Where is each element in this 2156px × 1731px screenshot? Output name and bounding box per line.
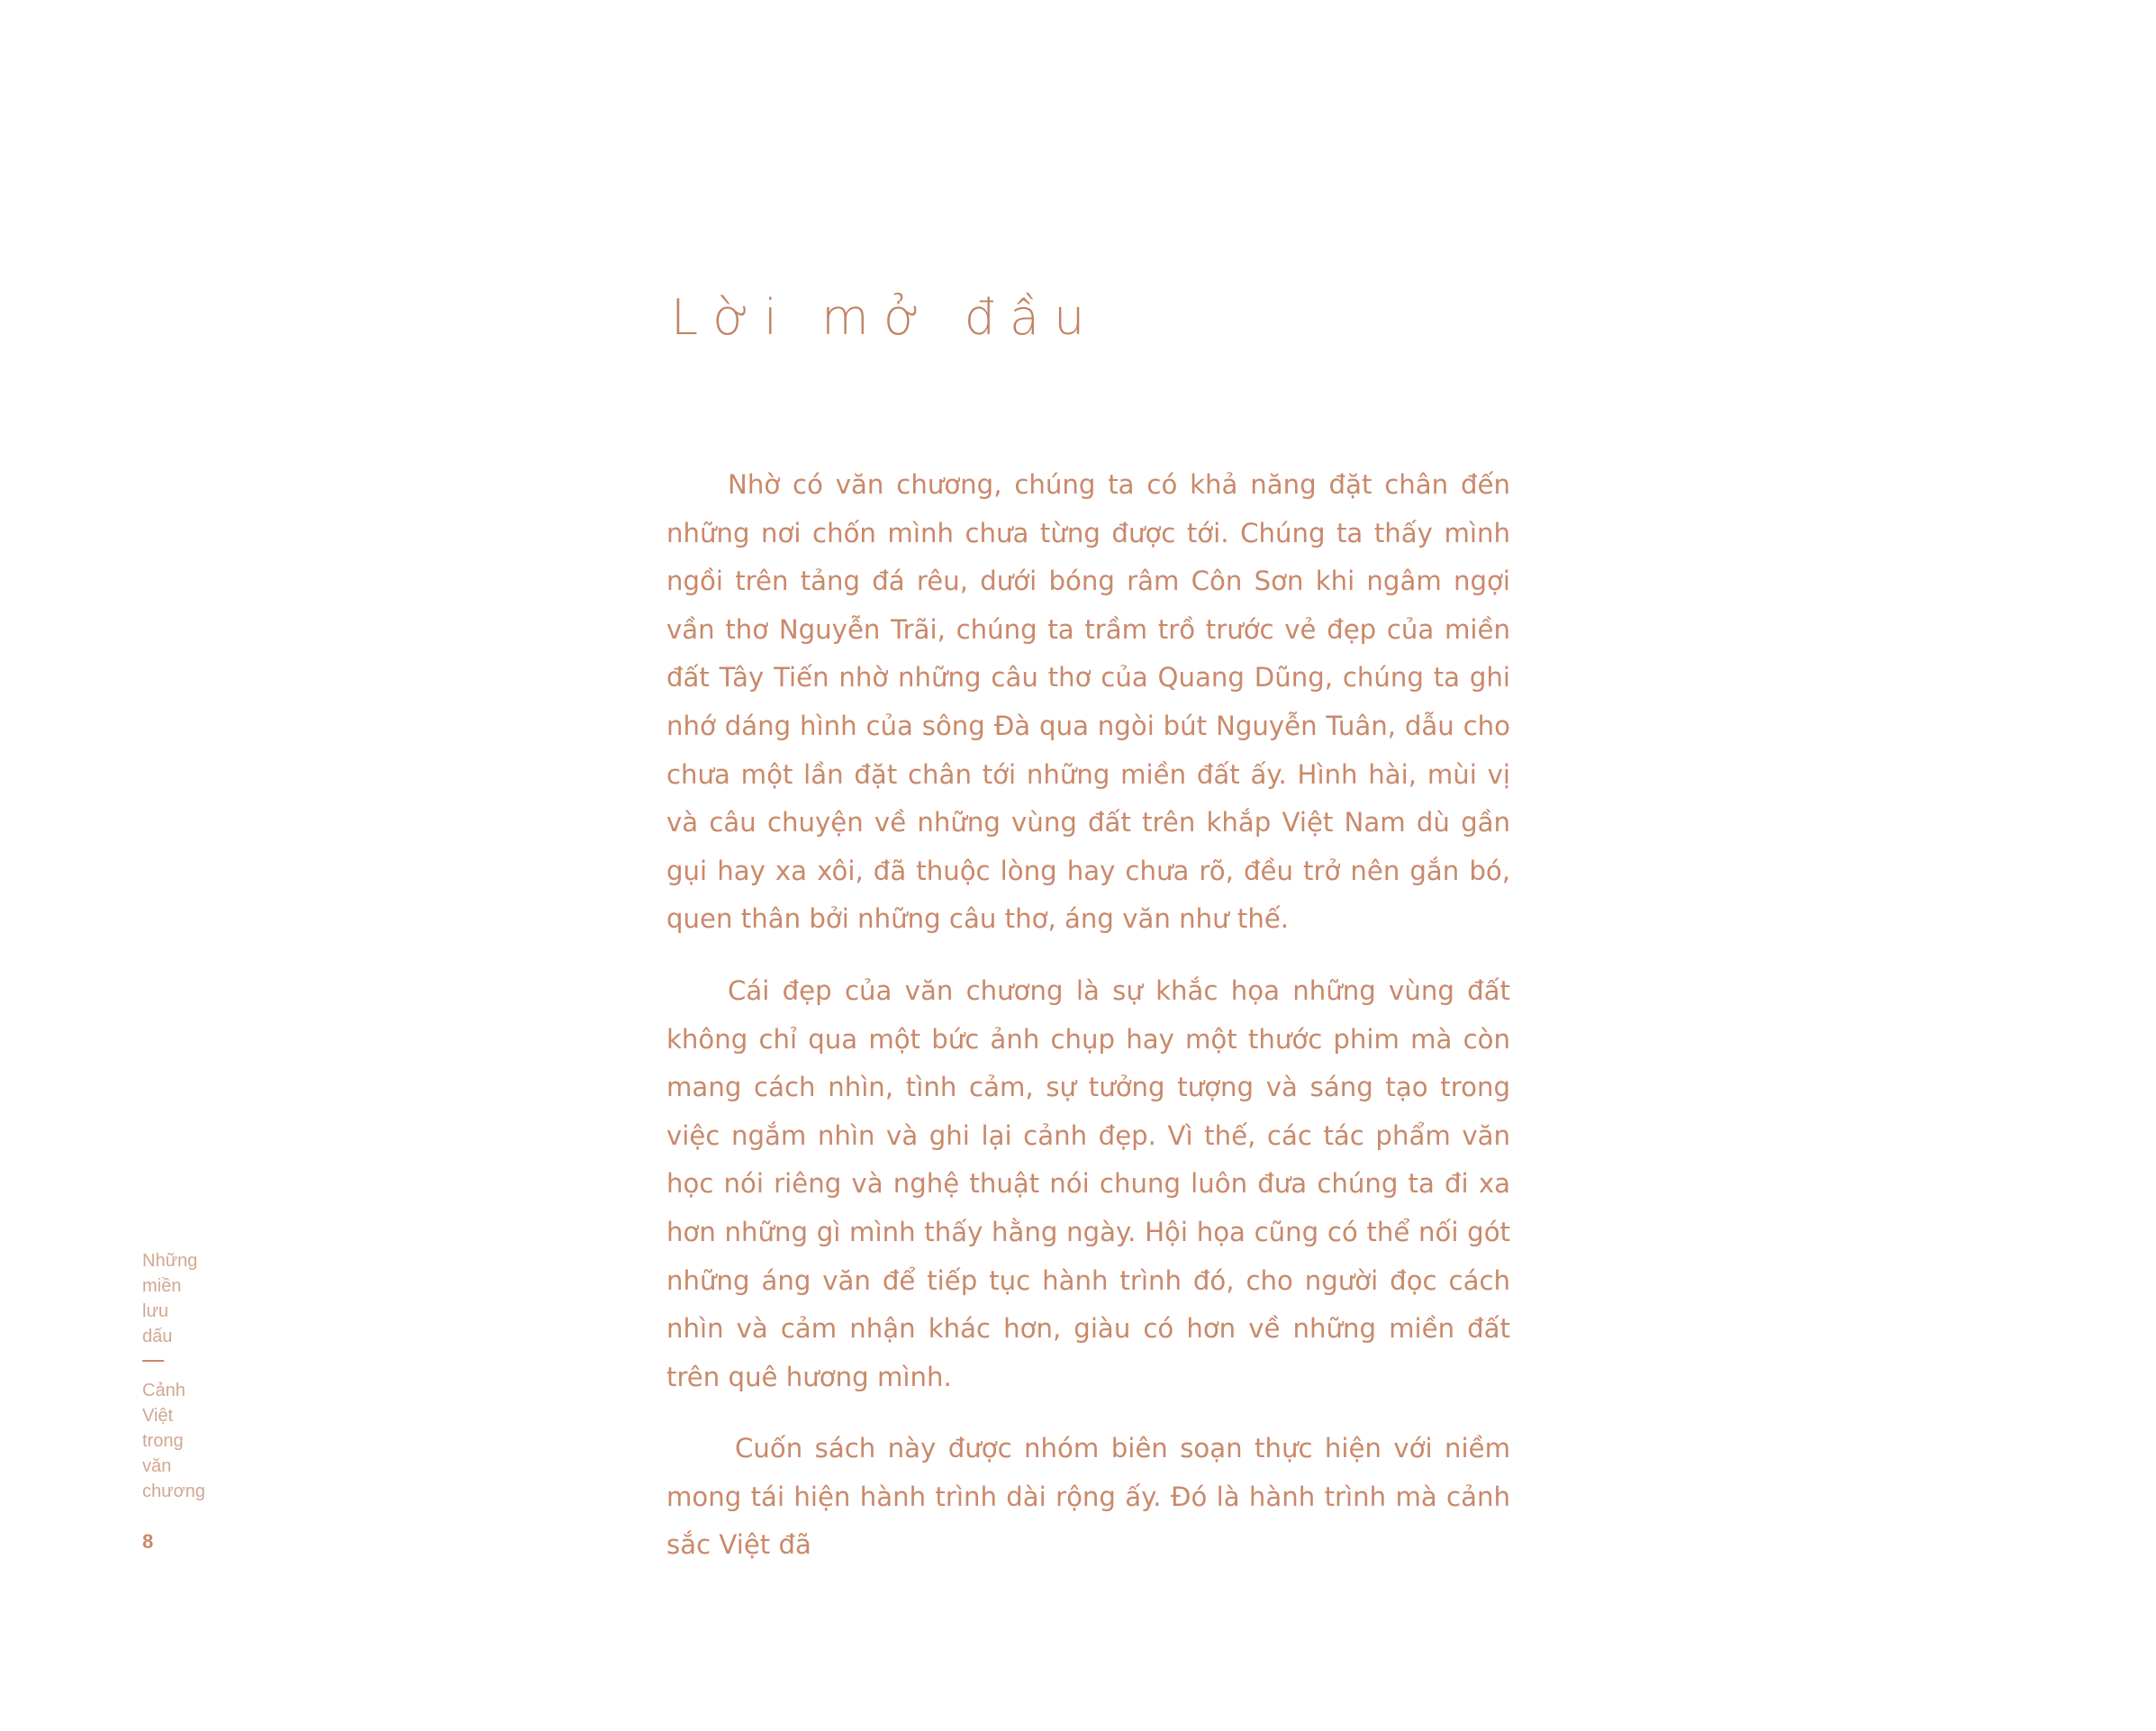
book-title-word: Những xyxy=(142,1251,198,1271)
paragraph: Nhờ có văn chương, chúng ta có khả năng đặt chân đến những nơi chốn mình chưa từng được tới. Chúng ta thấy mình ngồi trên tảng đá rêu, dưới bóng râm Côn Sơn khi ngâm ngợi vần thơ Nguyễn Trãi, chúng ta trầm trồ trước vẻ đẹp của miền đất Tây Tiến nhờ những câu thơ của Quang Dũng, chúng ta ghi nhớ dáng hình của sông Đà qua ngòi bút Nguyễn Tuân, dẫu cho chưa một lần đặt chân tới những miền đất ấy. Hình hài, mùi vị và câu chuyện về những vùng đất trên khắp Việt Nam dù gần gụi hay xa xôi, đã thuộc lòng hay chưa rõ, đều trở nên gắn bó, quen thân bởi những câu thơ, áng văn như thế. xyxy=(666,469,1510,935)
paragraph: Cái đẹp của văn chương là sự khắc họa những vùng đất không chỉ qua một bức ảnh chụp hay một thước phim mà còn mang cách nhìn, tình cảm, sự tưởng tượng và sáng tạo trong việc ngắm nhìn và ghi lại cảnh đẹp. Vì thế, các tác phẩm văn học nói riêng và nghệ thuật nói chung luôn đưa chúng ta đi xa hơn những gì mình thấy hằng ngày. Hội họa cũng có thể nối gót những áng văn để tiếp tục hành trình đó, cho người đọc cách nhìn và cảm nhận khác hơn, giàu có hơn về những miền đất trên quê hương mình. xyxy=(666,974,1510,1392)
subtitle-word: văn xyxy=(142,1456,172,1476)
subtitle-word: Cảnh xyxy=(142,1381,186,1400)
page-title: Lời mở đầu xyxy=(671,289,1100,346)
paragraph: Cuốn sách này được nhóm biên soạn thực hiện với niềm mong tái hiện hành trình dài rộng ấy. Đó là hành trình mà cảnh sắc Việt đã xyxy=(666,1433,1510,1561)
subtitle-word: Việt xyxy=(142,1406,174,1426)
running-head xyxy=(142,1248,223,1504)
separator-dash xyxy=(142,1360,164,1362)
book-title-word: dấu xyxy=(142,1327,173,1346)
body-text xyxy=(666,461,1510,1593)
subtitle-word: chương xyxy=(142,1482,205,1501)
book-title-word: miền xyxy=(142,1276,182,1296)
page-number: 8 xyxy=(142,1530,154,1553)
subtitle-word: trong xyxy=(142,1431,184,1451)
book-title-word: lưu xyxy=(142,1301,168,1321)
